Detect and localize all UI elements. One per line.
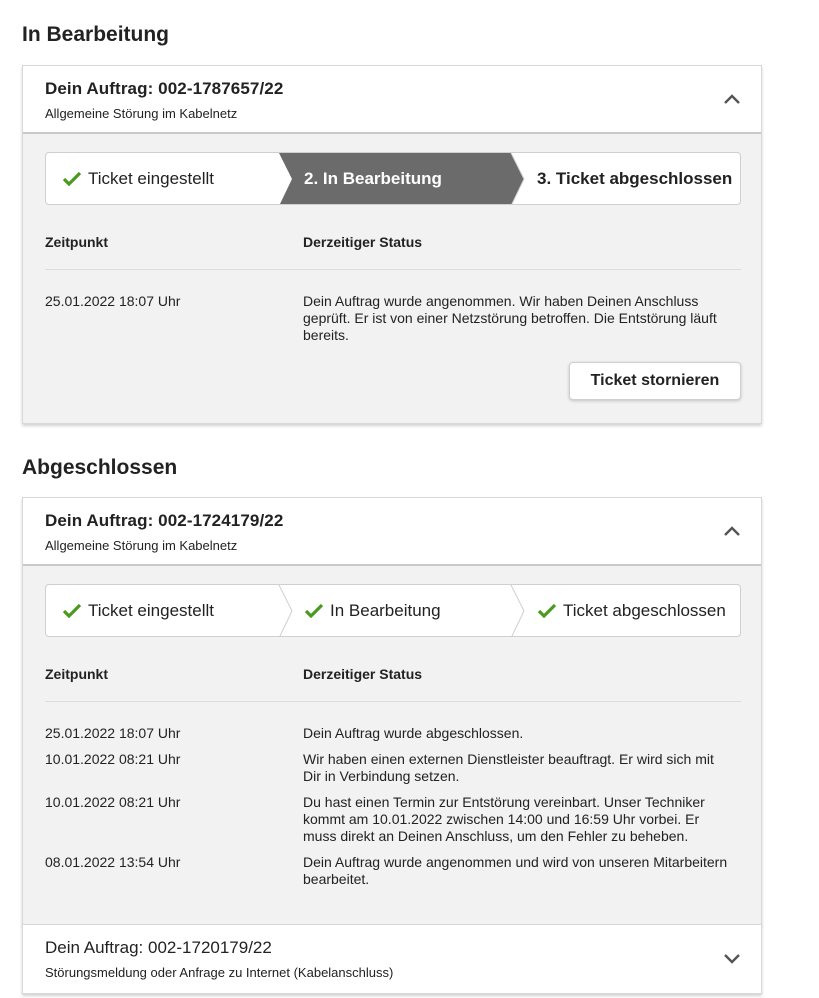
step-label: 3. Ticket abgeschlossen: [537, 168, 733, 188]
check-icon: [62, 171, 82, 187]
ticket-header-2[interactable]: [23, 498, 761, 566]
row-time: 10.01.2022 08:21 Uhr: [45, 751, 181, 767]
ticket-card-3[interactable]: [22, 924, 762, 994]
step-label: Ticket abgeschlossen: [563, 600, 726, 620]
step-label: In Bearbeitung: [330, 600, 441, 620]
step-ticket-closed: [537, 585, 726, 636]
order-subtitle: Störungsmeldung oder Anfrage zu Internet (Kabelanschluss): [45, 965, 394, 980]
column-header-status: Derzeitiger Status: [303, 234, 423, 250]
row-time: 25.01.2022 18:07 Uhr: [45, 725, 181, 741]
row-time: 08.01.2022 13:54 Uhr: [45, 854, 181, 870]
ticket-card-2: [22, 497, 762, 925]
column-header-time: Zeitpunkt: [45, 234, 108, 250]
progress-stepper: [45, 584, 741, 637]
chevron-down-icon[interactable]: [723, 952, 741, 966]
ticket-header-1[interactable]: [23, 66, 761, 134]
check-icon: [537, 603, 557, 619]
column-header-status: Derzeitiger Status: [303, 666, 423, 682]
step-in-progress: [304, 585, 441, 636]
row-status: Dein Auftrag wurde angenommen und wird von unseren Mitarbeitern bearbeitet.: [303, 854, 728, 887]
step-label: Ticket eingestellt: [88, 600, 214, 620]
section-title-closed: Abgeschlossen: [22, 456, 178, 479]
progress-stepper: [45, 152, 741, 205]
divider: [45, 701, 741, 702]
order-number: Dein Auftrag: 002-1724179/22: [45, 511, 284, 530]
row-time: 10.01.2022 08:21 Uhr: [45, 794, 181, 810]
section-title-in-progress: In Bearbeitung: [22, 23, 170, 46]
row-status: Wir haben einen externen Dienstleister beauftragt. Er wird sich mit Dir in Verbindung setzen.: [303, 751, 714, 784]
step-ticket-closed: [537, 153, 732, 204]
step-label: 2. In Bearbeitung: [304, 168, 442, 188]
step-label: Ticket eingestellt: [88, 168, 214, 188]
column-header-time: Zeitpunkt: [45, 666, 108, 682]
chevron-up-icon[interactable]: [723, 524, 741, 538]
row-status: Dein Auftrag wurde angenommen. Wir haben Deinen Anschluss geprüft. Er ist von einer Netzstörung betroffen. Die Entstörung läuft bereits.: [303, 293, 717, 343]
check-icon: [62, 603, 82, 619]
row-status: Dein Auftrag wurde abgeschlossen.: [303, 725, 524, 741]
chevron-up-icon[interactable]: [723, 92, 741, 106]
check-icon: [304, 603, 324, 619]
ticket-card-1: [22, 65, 762, 424]
cancel-ticket-button[interactable]: Ticket stornieren: [569, 362, 741, 400]
step-in-progress: [304, 153, 442, 204]
order-number: Dein Auftrag: 002-1720179/22: [45, 938, 272, 957]
row-time: 25.01.2022 18:07 Uhr: [45, 293, 181, 309]
step-ticket-created: [62, 585, 214, 636]
row-status: Du hast einen Termin zur Entstörung vereinbart. Unser Techniker kommt am 10.01.2022 zwischen 14:00 und 16:59 Uhr vorbei. Er muss direkt an Deinen Anschluss, um den Fehler zu beheben.: [303, 794, 705, 844]
order-number: Dein Auftrag: 002-1787657/22: [45, 79, 284, 98]
order-subtitle: Allgemeine Störung im Kabelnetz: [45, 538, 238, 553]
step-ticket-created: [62, 153, 214, 204]
order-subtitle: Allgemeine Störung im Kabelnetz: [45, 106, 238, 121]
divider: [45, 269, 741, 270]
